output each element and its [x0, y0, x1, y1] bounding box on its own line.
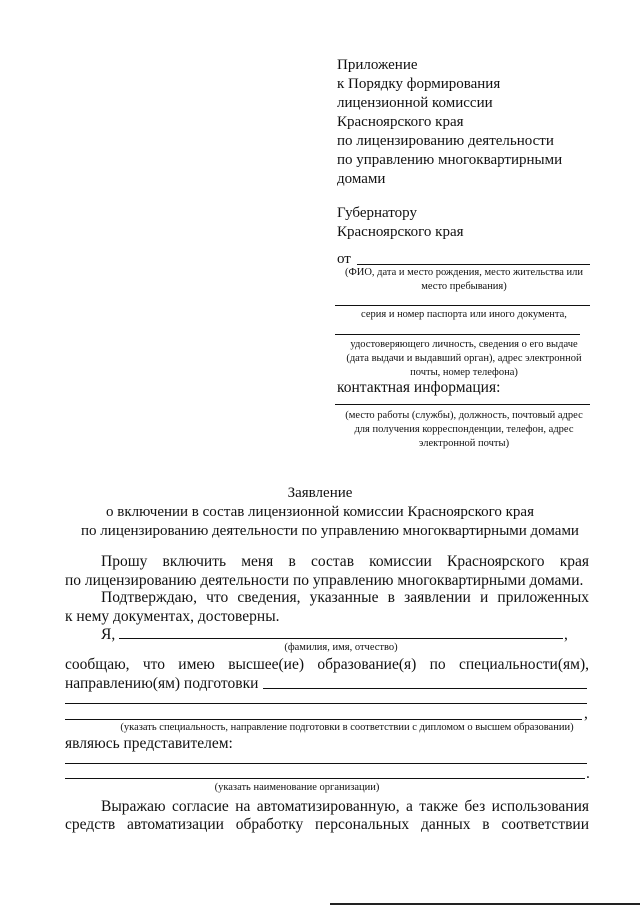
contact-caption-2: для получения корреспонденции, телефон, адрес: [354, 424, 574, 435]
org-fill-line-1[interactable]: [65, 763, 587, 764]
document-subtitle-1: о включении в состав лицензионной комиссии Красноярского края: [106, 504, 534, 520]
contact-caption-1: (место работы (службы), должность, почтовый адрес: [345, 410, 583, 421]
contact-label: контактная информация:: [337, 379, 501, 396]
appendix-line-7: домами: [337, 171, 386, 187]
p2-line-1: Подтверждаю, что сведения, указанные в заявлении и приложенных: [101, 589, 589, 606]
id-fill-line[interactable]: [335, 334, 580, 335]
document-title: Заявление: [287, 485, 353, 501]
passport-caption: серия и номер паспорта или иного документа,: [361, 309, 567, 320]
education-fill-line-1[interactable]: [263, 688, 587, 689]
appendix-line-5: по лицензированию деятельности: [337, 133, 554, 149]
org-caption: (указать наименование организации): [214, 782, 380, 793]
contact-caption-3: электронной почты): [418, 438, 510, 449]
addressee-line-2: Красноярского края: [337, 224, 464, 240]
education-fill-line-2[interactable]: [65, 703, 587, 704]
id-caption-3: почты, номер телефона): [410, 367, 518, 378]
representative-label: являюсь представителем:: [65, 735, 233, 752]
passport-fill-line[interactable]: [335, 305, 590, 306]
education-line-1: сообщаю, что имею высшее(ие) образование(я) по специальности(ям),: [65, 656, 589, 673]
consent-line-2: средств автоматизации обработку персональных данных в соответствии: [65, 816, 589, 833]
id-caption-2: (дата выдачи и выдавший орган), адрес электронной: [346, 353, 582, 364]
id-caption-1: удостоверяющего личность, сведения о его выдаче: [350, 339, 578, 350]
p2-line-2: к нему документах, достоверны.: [65, 608, 280, 625]
org-period: .: [586, 765, 590, 782]
appendix-line-1: Приложение: [337, 57, 418, 73]
appendix-line-2: к Порядку формирования: [337, 76, 501, 92]
education-line-2: направлению(ям) подготовки: [65, 675, 259, 692]
ya-label: Я,: [101, 626, 116, 643]
org-fill-line-2[interactable]: [65, 778, 585, 779]
education-caption: (указать специальность, направление подготовки в соответствии с дипломом о высшем образовании): [120, 722, 574, 733]
fio-caption-1: (ФИО, дата и место рождения, место жительства или: [344, 267, 584, 278]
fio-comma: ,: [564, 626, 568, 643]
fio-caption-2: место пребывания): [421, 281, 507, 292]
fio-fill-line[interactable]: [357, 264, 590, 265]
contact-fill-line[interactable]: [335, 404, 590, 405]
p1-line-1: Прошу включить меня в состав комиссии Красноярского края: [101, 553, 589, 570]
education-comma: ,: [584, 705, 588, 722]
appendix-line-3: лицензионной комиссии: [337, 95, 493, 111]
appendix-line-4: Красноярского края: [337, 114, 464, 130]
education-fill-line-3[interactable]: [65, 719, 582, 720]
from-label: от: [337, 251, 351, 267]
p1-line-2: по лицензированию деятельности по управлению многоквартирными домами.: [65, 572, 584, 589]
consent-line-1: Выражаю согласие на автоматизированную, а также без использования: [101, 798, 589, 815]
applicant-fio-caption: (фамилия, имя, отчество): [284, 642, 398, 653]
applicant-fio-line[interactable]: [119, 638, 563, 639]
addressee-line-1: Губернатору: [337, 205, 417, 221]
appendix-line-6: по управлению многоквартирными: [337, 152, 563, 168]
document-subtitle-2: по лицензированию деятельности по управлению многоквартирными домами: [81, 523, 579, 539]
